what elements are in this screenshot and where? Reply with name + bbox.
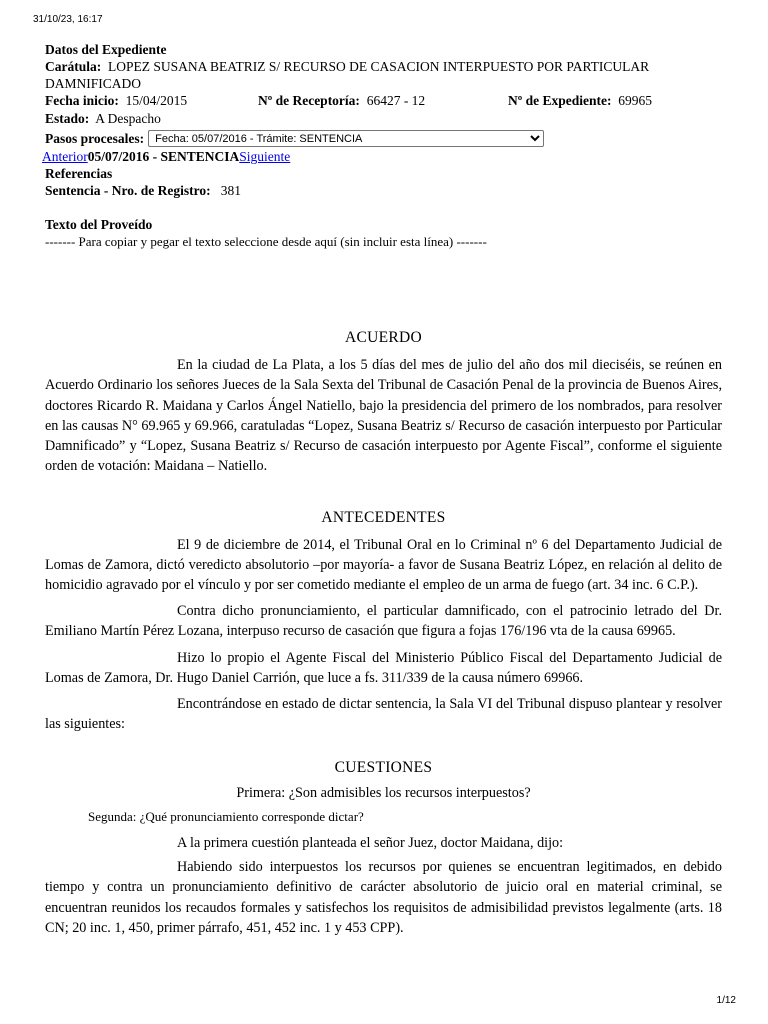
caratula-row [45, 58, 705, 92]
caratula-value: LOPEZ SUSANA BEATRIZ S/ RECURSO DE CASACION INTERPUESTO POR PARTICULAR DAMNIFICADO [45, 59, 650, 91]
registro-label: Sentencia - Nro. de Registro: [45, 183, 211, 198]
receptoria-value: 66427 - 12 [366, 93, 426, 108]
print-timestamp: 31/10/23, 16:17 [33, 14, 103, 25]
voto-paragraph-1: Habiendo sido interpuestos los recursos por quienes se encuentran legitimados, en debido tiempo y contra un pronunciamiento definitivo de carácter absolutorio de juicio oral en material criminal, se encuentran reunidos los recaudos formales y satisfechos los requisitos de admisibilidad previstos legalmente (arts. 18 CN; 20 inc. 1, 450, primer párrafo, 451, 452 inc. 1 y 453 CPP). [45, 859, 722, 936]
estado-value: A Despacho [95, 111, 161, 126]
pasos-label: Pasos procesales: [45, 131, 145, 146]
receptoria-label: Nº de Receptoría: [258, 93, 360, 108]
fecha-inicio-value: 15/04/2015 [125, 93, 188, 108]
section-title: Datos del Expediente [45, 42, 167, 57]
voto-intro: A la primera cuestión planteada el señor Juez, doctor Maidana, dijo: [177, 835, 564, 852]
cuestiones-heading: CUESTIONES [334, 759, 433, 777]
fecha-inicio-label: Fecha inicio: [45, 93, 119, 108]
antecedentes-paragraph-4: Encontrándose en estado de dictar sentencia, la Sala VI del Tribunal dispuso plantear y resolver las siguientes: [45, 696, 722, 733]
current-step: 05/07/2016 - SENTENCIA [87, 149, 240, 164]
antecedentes-paragraph-1: El 9 de diciembre de 2014, el Tribunal Oral en lo Criminal nº 6 del Departamento Judicial de Lomas de Zamora, dictó veredicto absolutorio –por mayoría- a favor de Susana Beatriz López, en relación al delito de homicidio agravado por el vínculo y por ser cometido mediante el empleo de un arma de fuego (art. 34 inc. 6 C.P.). [45, 536, 722, 594]
page-number: 1/12 [716, 995, 736, 1006]
registro-row [45, 182, 735, 199]
document-body [45, 328, 722, 938]
step-navigation [42, 148, 735, 165]
expediente-metadata [42, 41, 735, 250]
acuerdo-heading: ACUERDO [344, 329, 423, 346]
previous-link[interactable]: Anterior [42, 149, 88, 164]
cuestion-segunda: Segunda: ¿Qué pronunciamiento corresponde dictar? [88, 808, 364, 824]
antecedentes-paragraph-3: Hizo lo propio el Agente Fiscal del Ministerio Público Fiscal del Departamento Judicial de Lomas de Zamora, Dr. Hugo Daniel Carrión, que luce a fs. 311/339 de la causa número 69966. [45, 649, 722, 686]
pasos-row [45, 129, 735, 148]
estado-label: Estado: [45, 111, 90, 126]
caratula-label: Carátula: [45, 59, 102, 74]
dates-row [45, 92, 735, 110]
texto-heading: Texto del Proveído [45, 217, 153, 232]
cuestion-primera: Primera: ¿Son admisibles los recursos interpuestos? [236, 784, 531, 801]
estado-row [45, 110, 735, 127]
next-link[interactable]: Siguiente [239, 149, 291, 164]
acuerdo-paragraph: En la ciudad de La Plata, a los 5 días del mes de julio del año dos mil dieciséis, se reúnen en Acuerdo Ordinario los señores Jueces de la Sala Sexta del Tribunal de Casación Penal de la provincia de Buenos Aires, doctores Ricardo R. Maidana y Carlos Ángel Natiello, bajo la presidencia del primero de los nombrados, para resolver en las causas N° 69.965 y 69.966, caratuladas “Lopez, Susana Beatriz s/ Recurso de casación interpuesto por Particular Damnificado” y “Lopez, Susana Beatriz s/ Recurso de casación interpuesto por Agente Fiscal”, conforme el siguiente orden de votación: Maidana – Natiello. [45, 357, 722, 475]
pasos-procesales-select[interactable] [148, 130, 544, 147]
antecedentes-heading: ANTECEDENTES [321, 509, 446, 527]
expediente-value: 69965 [618, 93, 652, 108]
copy-instruction: ------- Para copiar y pegar el texto seleccione desde aquí (sin incluir esta línea) ------- [45, 234, 487, 249]
antecedentes-paragraph-2: Contra dicho pronunciamiento, el particular damnificado, con el patrocinio letrado del Dr. Emiliano Martín Pérez Lozana, interpuso recurso de casación que figura a fojas 176/196 vta de la causa 69965. [45, 603, 722, 640]
expediente-label: Nº de Expediente: [508, 93, 612, 108]
registro-value: 381 [220, 183, 241, 198]
referencias-heading: Referencias [45, 166, 113, 181]
